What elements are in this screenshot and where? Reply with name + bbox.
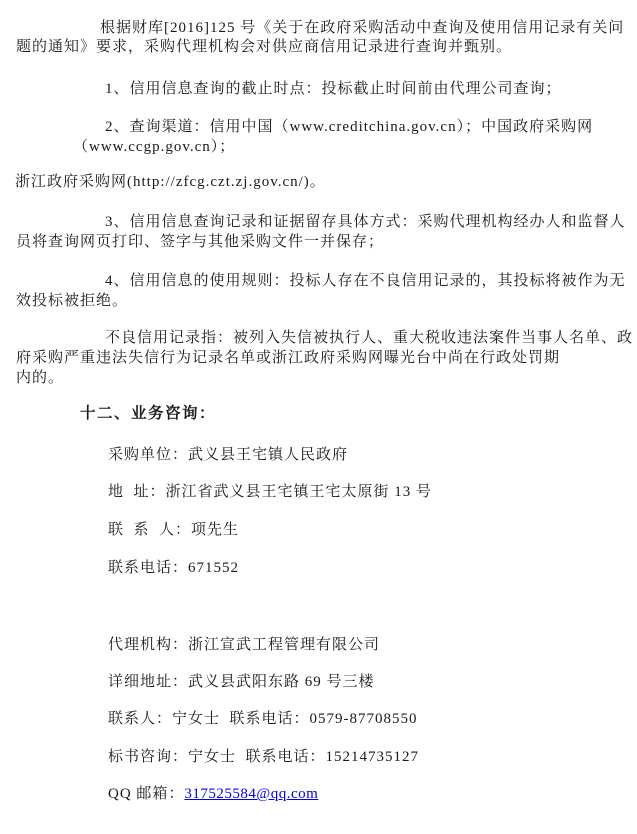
intro-line-1: 根据财库[2016]125 号《关于在政府采购活动中查询及使用信用记录有关问 <box>100 20 625 36</box>
credit-item-3-line-2: 员将查询网页打印、签字与其他采购文件一并保存； <box>16 234 385 250</box>
purchaser-address: 地 址：浙江省武义县王宅镇王宅太原街 13 号 <box>108 484 433 500</box>
zhejiang-site-line: 浙江政府采购网(http://zfcg.czt.zj.gov.cn/)。 <box>15 174 326 190</box>
bad-credit-line-1: 不良信用记录指：被列入失信被执行人、重大税收违法案件当事人名单、政 <box>105 330 634 346</box>
credit-item-2-line-1: 2、查询渠道：信用中国（www.creditchina.gov.cn）；中国政府采购网 <box>105 119 594 135</box>
agency-name: 代理机构：浙江宣武工程管理有限公司 <box>108 637 381 653</box>
credit-item-4-line-2: 效投标被拒绝。 <box>16 293 129 309</box>
bad-credit-line-3: 内的。 <box>16 370 65 386</box>
purchaser-phone: 联系电话：671552 <box>108 560 240 576</box>
qq-email-label: QQ 邮箱： <box>108 786 185 802</box>
bad-credit-line-2: 府采购严重违法失信行为记录名单或浙江政府采购网曝光台中尚在行政处罚期 <box>16 350 561 366</box>
intro-line-2: 题的通知》要求，采购代理机构会对供应商信用记录进行查询并甄别。 <box>16 39 513 55</box>
section-heading-business-consult: 十二、业务咨询： <box>80 405 217 422</box>
credit-item-2-line-2: （www.ccgp.gov.cn）； <box>73 139 236 155</box>
credit-item-3-line-1: 3、信用信息查询记录和证据留存具体方式：采购代理机构经办人和监督人 <box>105 214 626 230</box>
agency-contact-phone: 联系人：宁女士 联系电话：0579-87708550 <box>108 711 418 727</box>
purchaser-contact: 联 系 人：项先生 <box>108 522 240 538</box>
agency-bid-consult: 标书咨询：宁女士 联系电话：15214735127 <box>108 749 420 765</box>
credit-item-4-line-1: 4、信用信息的使用规则：投标人存在不良信用记录的，其投标将被作为无 <box>105 273 626 289</box>
qq-email-link[interactable]: 317525584@qq.com <box>184 786 319 802</box>
agency-qq-line <box>108 784 318 804</box>
credit-item-1: 1、信用信息查询的截止时点：投标截止时间前由代理公司查询； <box>105 81 562 97</box>
agency-address: 详细地址：武义县武阳东路 69 号三楼 <box>108 674 375 690</box>
purchaser-unit: 采购单位：武义县王宅镇人民政府 <box>108 447 349 463</box>
